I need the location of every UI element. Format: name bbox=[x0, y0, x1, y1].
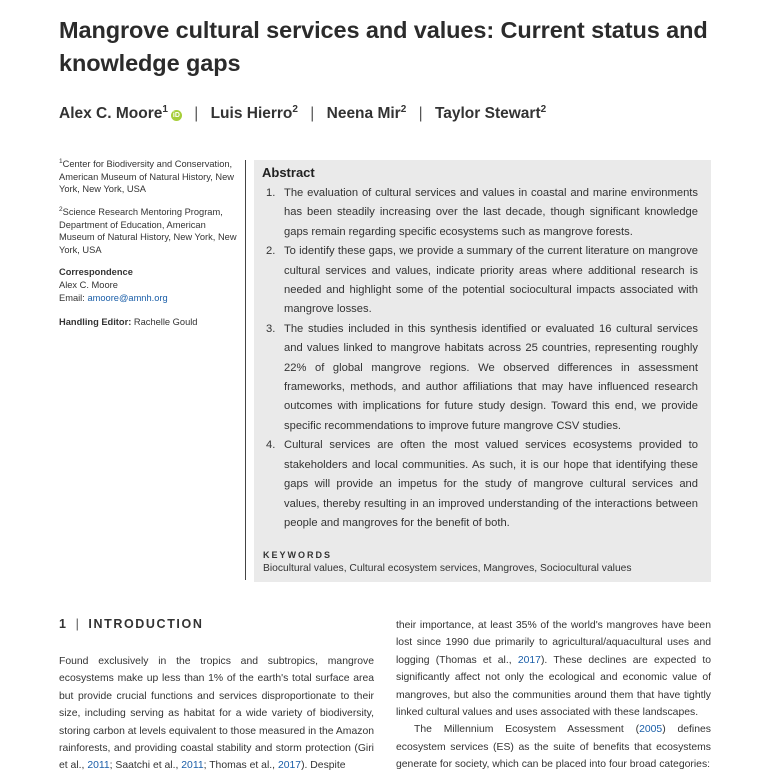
affiliation: $^1$Center for Biodiversity and Conservation, American Museum of Natural History, New York, New York, USA bbox=[59, 158, 234, 195]
abstract-item: 4. Cultural services are often the most valued services ecosystems provided to stakeholders and local communities. As such, it is our hope that identifying these gaps will provide an impetus for the study of mangrove cultural services and values, thereby resulting in an improved understanding of the interactions between people and mangroves for the benefit of both. bbox=[266, 439, 698, 529]
author-name[interactable]: Taylor Stewart bbox=[434, 105, 541, 123]
author-separator: | bbox=[194, 105, 199, 123]
correspondence-email-line: Email: amoore@amnh.org bbox=[59, 292, 168, 303]
abstract-list bbox=[266, 184, 698, 533]
citation-link[interactable]: 2011 bbox=[87, 760, 110, 772]
body-paragraph: The Millennium Ecosystem Assessment (2005) defines ecosystem services (ES) as the suite of benefits that ecosystems generate for society, which can be placed into four broad categories: bbox=[396, 724, 711, 771]
correspondence-heading: Correspondence bbox=[59, 267, 133, 278]
body-column-left bbox=[59, 653, 374, 775]
abstract-item: 2. To identify these gaps, we provide a summary of the current literature on mangrove cultural services and values, indicate priority areas where additional research is needed and highlight some of the potential sociocultural impacts associated with mangrove losses. bbox=[266, 245, 698, 316]
orcid-icon[interactable]: iD bbox=[172, 112, 180, 120]
handling-editor: Handling Editor: Rachelle Gould bbox=[59, 317, 198, 328]
author-affil-sup: 2 bbox=[400, 104, 407, 115]
abstract-item: 1. The evaluation of cultural services and values in coastal and marine environments has been steadily increasing over the last decade, though significant knowledge gaps remain regarding specific ecosystems such as mangrove forests. bbox=[266, 187, 698, 238]
column-divider bbox=[245, 160, 246, 580]
keywords-text: Biocultural values, Cultural ecosystem services, Mangroves, Sociocultural values bbox=[263, 563, 632, 574]
keywords-heading: KEYWORDS bbox=[263, 550, 333, 560]
author-affil-sup: 2 bbox=[540, 104, 547, 115]
email-link[interactable]: amoore@amnh.org bbox=[87, 292, 168, 303]
affiliation: $^2$Science Research Mentoring Program, Department of Education, American Museum of Natural History, New York, New York, USA bbox=[59, 205, 237, 255]
abstract-heading: Abstract bbox=[262, 165, 315, 180]
citation-link[interactable]: 2017 bbox=[517, 654, 541, 666]
author-name[interactable]: Luis Hierro bbox=[210, 105, 293, 123]
author-list bbox=[59, 104, 546, 123]
abstract-item: 3. The studies included in this synthesis identified or evaluated 16 cultural services and values linked to mangrove habitats across 25 countries, representing roughly 22% of global mangrove regions. We observed differences in assessment frameworks, methods, and author affiliations that may have influenced research outcomes with implications for future study design. Toward this end, we provide specific recommendations to improve future mangrove CSV studies. bbox=[266, 322, 698, 432]
paper-title: Mangrove cultural services and values: Current status and knowledge gaps bbox=[59, 17, 708, 76]
author-affil-sup: 2 bbox=[292, 104, 298, 115]
section-heading: 1 | INTRODUCTION bbox=[59, 617, 204, 631]
author-name[interactable]: Neena Mir bbox=[326, 105, 401, 123]
author-separator: | bbox=[418, 105, 423, 123]
author-affil-sup: 1 bbox=[162, 104, 168, 115]
body-column-right bbox=[396, 617, 711, 774]
body-paragraph: their importance, at least 35% of the world's mangroves have been lost since 1990 due primarily to agricultural/aquacultural uses and logging (Thomas et al., 2017). These declines are expected to significantly affect not only the ecological and economic value of mangroves, but also the communities around them that have tightly linked cultural values and uses associated with these landscapes. bbox=[396, 620, 711, 719]
affiliations-panel bbox=[59, 156, 237, 337]
citation-link[interactable]: 2011 bbox=[181, 760, 204, 772]
correspondence-name: Alex C. Moore bbox=[59, 279, 118, 290]
body-paragraph: Found exclusively in the tropics and subtropics, mangrove ecosystems make up less than 1% of the earth's total surface area but provide crucial functions and services disproportionate to their size, including serving as habitat for a wide variety of biodiversity, storing carbon at levels equivalent to those measured in the Amazon rainforests, and providing coastal stability and storm protection (Giri et al., 2011; Saatchi et al., 2011; Thomas et al., 2017). Despite bbox=[59, 656, 374, 772]
author-separator: | bbox=[310, 105, 315, 123]
citation-link[interactable]: 2005 bbox=[639, 724, 663, 736]
author-name[interactable]: Alex C. Moore bbox=[59, 105, 163, 123]
citation-link[interactable]: 2017 bbox=[277, 760, 302, 772]
